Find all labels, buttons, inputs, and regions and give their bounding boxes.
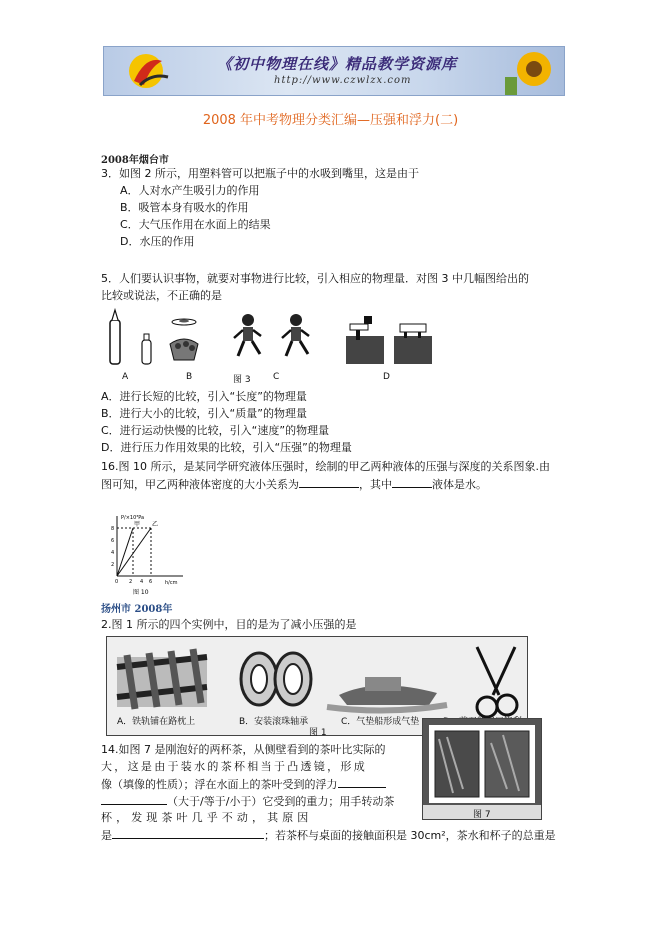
fig1-c-hovercraft-icon	[327, 677, 447, 711]
figure-3-drawings	[100, 306, 440, 370]
q5-stem-line2: 比较或说法，不正确的是	[101, 289, 222, 302]
q14-line5: 杯，发现茶叶几乎不动，其原因	[101, 811, 313, 824]
q3-option-d: D．水压的作用	[120, 235, 195, 248]
figure-7-photo	[422, 718, 542, 820]
fig1-b-bearing-icon	[241, 653, 311, 705]
q14-blank-compare[interactable]	[101, 794, 167, 805]
fig10-xtick: 0	[115, 579, 119, 585]
fig1-caption: 图 1	[309, 728, 327, 738]
q14-line3-text: 像（填像的性质）；浮在水面上的茶叶受到的浮力	[101, 778, 338, 791]
q16-blank-water[interactable]	[392, 477, 432, 488]
site-banner	[103, 46, 565, 96]
fig10-caption: 图 10	[133, 589, 149, 596]
fig10-ytick: 6	[111, 538, 115, 544]
fig10-xtick: 6	[149, 579, 153, 585]
q14-line2: 大，这是由于装水的茶杯相当于凸透镜，形成	[101, 760, 367, 773]
fig3-label-a: A	[122, 372, 129, 382]
q5-option-a: A．进行长短的比较，引入“长度”的物理量	[101, 390, 307, 403]
fig3-label-c: C	[273, 372, 280, 382]
banner-title: 《初中物理在线》精品教学资源库	[217, 55, 458, 73]
q3-option-b: B．吸管本身有吸水的作用	[120, 201, 249, 214]
fig10-lines	[117, 528, 151, 576]
q3-option-c: C．大气压作用在水面上的结果	[120, 218, 271, 231]
q14-blank-buoyancy[interactable]	[338, 777, 386, 788]
fig3-d-pressure-icon	[346, 316, 432, 364]
sunflower-decoration-icon	[500, 47, 564, 95]
fig10-xtick: 4	[140, 579, 144, 585]
q16-text-a: 图可知，甲乙两种液体密度的大小关系为	[101, 478, 299, 491]
q14-line3	[101, 777, 386, 791]
fig1-a-rail-icon	[117, 649, 207, 709]
q16-text-c: 液体是水。	[432, 478, 487, 491]
fig10-ytick: 8	[111, 526, 115, 532]
q5-option-c: C．进行运动快慢的比较，引入“速度”的物理量	[101, 424, 330, 437]
q5-option-d: D．进行压力作用效果的比较，引入“压强”的物理量	[101, 441, 352, 454]
q14-line6-text-a: 是	[101, 829, 112, 842]
fig10-line-label-jia: 甲	[134, 521, 141, 528]
q3-stem: 3．如图 2 所示，用塑料管可以把瓶子中的水吸到嘴里，这是由于	[101, 167, 419, 180]
fig10-xlabel: h/cm	[165, 580, 178, 586]
q2-stem: 2.图 1 所示的四个实例中，目的是为了减小压强的是	[101, 618, 357, 631]
section-heading-yantai: 2008年烟台市	[101, 155, 169, 166]
q14-blank-reason[interactable]	[112, 828, 264, 839]
figure-10-graph	[103, 512, 187, 596]
q3-option-a: A．人对水产生吸引力的作用	[120, 184, 260, 197]
fig1-d-scissors-icon	[477, 647, 517, 717]
fig7-caption: 图 7	[473, 810, 491, 820]
fig3-c-runners-icon	[234, 314, 309, 356]
q14-line1: 14.如图 7 是刚泡好的两杯茶，从侧壁看到的茶叶比实际的	[101, 743, 386, 756]
fig3-label-b: B	[186, 372, 193, 382]
fig3-b-basket-icon	[170, 319, 198, 360]
fig1-caption-b: B．安装滚珠轴承	[239, 717, 309, 727]
site-logo-icon	[122, 51, 182, 91]
fig3-label-d: D	[383, 372, 390, 382]
q14-line6	[101, 828, 556, 842]
q16-stem-line1: 16.图 10 所示，是某同学研究液体压强时，绘制的甲乙两种液体的压强与深度的关系图象.由	[101, 460, 550, 473]
fig10-line-label-yi: 乙	[152, 521, 159, 528]
section-heading-yangzhou: 扬州市 2008年	[101, 604, 173, 615]
fig1-caption-c: C．气垫船形成气垫	[341, 717, 420, 727]
q14-line4-text: （大于/等于/小于）它受到的重力；用手转动茶	[167, 795, 395, 808]
fig10-xtick: 2	[129, 579, 133, 585]
page-title: 2008 年中考物理分类汇编—压强和浮力(二)	[202, 113, 459, 128]
fig3-a-bottles-icon	[110, 310, 151, 364]
q16-blank-relation[interactable]	[299, 477, 359, 488]
fig10-ytick: 2	[111, 562, 115, 568]
fig10-ytick: 4	[111, 550, 115, 556]
q14-line6-text-b: ；若茶杯与桌面的接触面积是 30cm²，茶水和杯子的总重是	[264, 829, 556, 842]
banner-url[interactable]: http://www.czwlzx.com	[274, 75, 412, 86]
q5-stem-line1: 5．人们要认识事物，就要对事物进行比较，引入相应的物理量．对图 3 中几幅图给出的	[101, 272, 529, 285]
fig3-caption: 图 3	[233, 375, 251, 385]
q14-line4	[101, 794, 394, 808]
fig1-caption-a: A．铁轨铺在路枕上	[117, 717, 196, 727]
fig10-ylabel: P/×10³Pa	[121, 515, 145, 521]
q16-text-b: ，其中	[359, 478, 392, 491]
q16-stem-line2	[101, 477, 487, 491]
q5-option-b: B．进行大小的比较，引入“质量”的物理量	[101, 407, 307, 420]
